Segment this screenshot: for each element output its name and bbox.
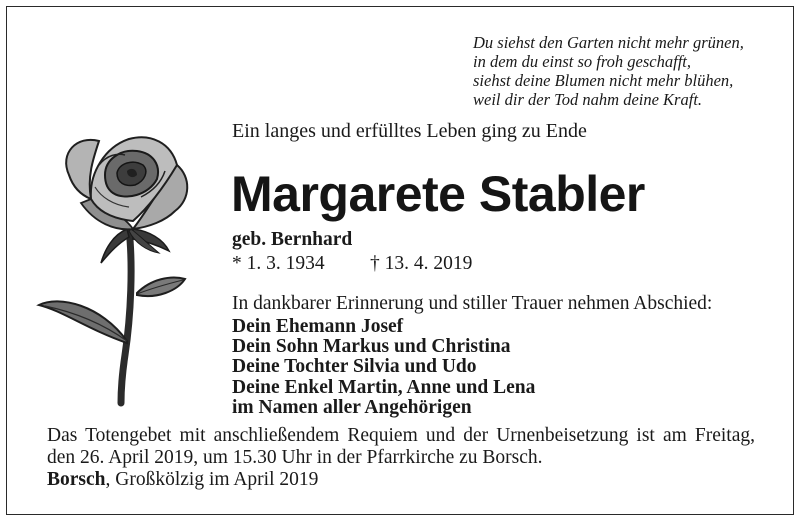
place-rest: , Großkölzig im April 2019 bbox=[105, 469, 319, 490]
mourner-line: Deine Tochter Silvia und Udo bbox=[232, 356, 477, 378]
birth-date: * 1. 3. 1934 bbox=[232, 253, 325, 274]
obituary-notice bbox=[6, 6, 794, 515]
rose-icon bbox=[29, 125, 209, 407]
poem-line: siehst deine Blumen nicht mehr blühen, bbox=[473, 71, 734, 90]
mourners-list bbox=[232, 317, 535, 418]
mourner-line: Deine Enkel Martin, Anne und Lena bbox=[232, 376, 536, 398]
poem-line: in dem du einst so froh geschafft, bbox=[473, 52, 691, 71]
mourner-line: im Namen aller Angehörigen bbox=[232, 396, 472, 418]
deceased-name: Margarete Stabler bbox=[231, 166, 645, 222]
place-date bbox=[47, 469, 318, 491]
death-date: † 13. 4. 2019 bbox=[370, 253, 473, 274]
poem-line: weil dir der Tod nahm deine Kraft. bbox=[473, 90, 703, 109]
intro-text: Ein langes und erfülltes Leben ging zu Ende bbox=[232, 120, 587, 142]
mourner-line: Dein Sohn Markus und Christina bbox=[232, 336, 511, 358]
mourner-line: Dein Ehemann Josef bbox=[232, 316, 404, 337]
maiden-name: geb. Bernhard bbox=[232, 229, 353, 250]
poem-line: Du siehst den Garten nicht mehr grünen, bbox=[473, 33, 744, 52]
life-dates bbox=[232, 253, 473, 275]
farewell-text: In dankbarer Erinnerung und stiller Trauer nehmen Abschied: bbox=[232, 293, 713, 314]
poem bbox=[473, 33, 744, 109]
service-notice: Das Totengebet mit anschließendem Requiem und der Urnenbeisetzung ist am Freitag, den 26. April 2019, um 15.30 Uhr in der Pfarrkirche zu Borsch. bbox=[47, 425, 755, 468]
place-bold: Borsch bbox=[47, 469, 106, 490]
